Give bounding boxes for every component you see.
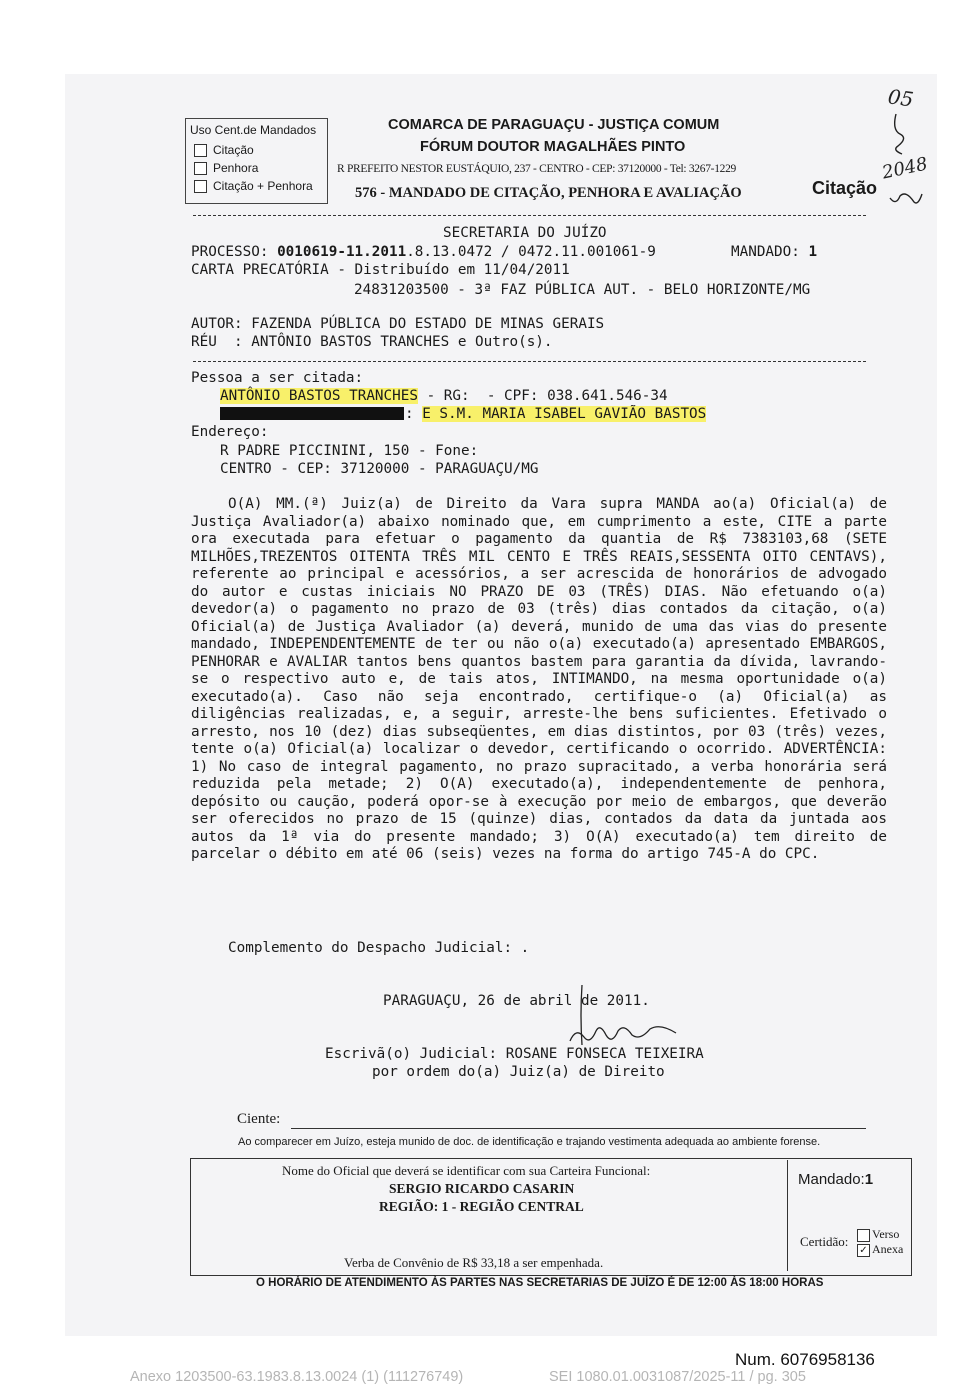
certidao-label: Certidão: <box>800 1234 849 1249</box>
checkbox-icon[interactable] <box>194 180 207 193</box>
signature-icon <box>560 975 690 1055</box>
checkbox-icon[interactable] <box>194 144 207 157</box>
carta-precatoria: CARTA PRECATÓRIA - Distribuído em 11/04/2011 <box>191 262 570 278</box>
reu-line: RÉU : ANTÔNIO BASTOS TRANCHES e Outro(s). <box>191 334 553 350</box>
escriva-line: Escrivã(o) Judicial: ROSANE FONSECA TEIXEIRA <box>325 1046 704 1062</box>
uso-box-title: Uso Cent.de Mandados <box>190 123 317 137</box>
processo-number: 0010619-11.2011 <box>277 244 407 260</box>
spouse-name: E S.M. MARIA ISABEL GAVIÃO BASTOS <box>422 406 707 422</box>
option-citacao[interactable]: Citação <box>194 143 254 157</box>
endereco-label: Endereço: <box>191 424 269 440</box>
person-name: ANTÔNIO BASTOS TRANCHES <box>220 388 418 404</box>
por-ordem-line: por ordem do(a) Juiz(a) de Direito <box>372 1064 665 1080</box>
anexo-reference: Anexo 1203500-63.1983.8.13.0024 (1) (111276749) <box>130 1369 464 1385</box>
complemento-despacho: Complemento do Despacho Judicial: . <box>228 940 530 956</box>
handwritten-number-top: 05 <box>886 84 915 112</box>
separator-line <box>193 361 866 362</box>
mandate-type-label: Citação <box>812 178 878 198</box>
verba-convenio: Verba de Convênio de R$ 33,18 a ser empenhada. <box>344 1255 604 1270</box>
redaction-bar <box>220 407 404 420</box>
horario-atendimento: O HORÁRIO DE ATENDIMENTO ÀS PARTES NAS SECRETARIAS DE JUÍZO É DE 12:00 ÀS 18:00 HORAS <box>256 1277 824 1289</box>
verso-label: Verso <box>872 1227 900 1241</box>
sei-reference: SEI 1080.01.0031087/2025-11 / pg. 305 <box>549 1369 806 1385</box>
person-line: ANTÔNIO BASTOS TRANCHES - RG: - CPF: 038.641.546-34 <box>220 388 668 404</box>
anexa-label: Anexa <box>872 1242 904 1256</box>
court-address: R PREFEITO NESTOR EUSTÁQUIO, 237 - CENTRO - CEP: 37120000 - Tel: 3267-1229 <box>337 163 736 175</box>
handwritten-number-page: 2048 <box>880 153 930 184</box>
checkbox-icon[interactable] <box>194 162 207 175</box>
mandado-line: MANDADO: 1 <box>731 244 818 260</box>
oficial-region: REGIÃO: 1 - REGIÃO CENTRAL <box>379 1199 584 1214</box>
spouse-line: : E S.M. MARIA ISABEL GAVIÃO BASTOS <box>405 406 707 422</box>
secretaria-heading: SECRETARIA DO JUÍZO <box>443 225 607 241</box>
separator-line <box>193 215 866 216</box>
court-name: COMARCA DE PARAGUAÇU - JUSTIÇA COMUM <box>388 117 720 133</box>
mandate-body-text: O(A) MM.(ª) Juiz(a) de Direito da Vara supra MANDA ao(a) Oficial(a) de Justiça Avaliador(a) abaixo nominado que, em cumprimento a este, CITE a parte ora executada para efetuar o pagamento da quantia de R$ 7383103,68 (SETE MILHÕES,TREZENTOS OITENTA TRÊS MIL CENTO E TRÊS REAIS,SESSENTA OITO CENTAVS), referente ao principal e acessórios, a ser acrescida de honorários de advogado do autor e custas iniciais NO PRAZO DE 03 (TRÊS) DIAS. Não efetuando o(a) devedor(a) o pagamento no prazo de 03 (três) dias contados da citação, o(a) Oficial(a) de Justiça Avaliador (a) deverá, munido de uma das vias do presente mandado, INDEPENDENTEMENTE de ter ou não o(a) executado(a) apresentado EMBARGOS, PENHORAR e AVALIAR tantos bens quantos bastem para garantia da dívida, lavrando-se o respectivo auto e, de tais atos, INTIMANDO, na mesma oportunidade o(a) executado(a). Caso não seja encontrado, certifique-o (a) Oficial(a) as diligências realizadas, e, a seguir, arreste-lhe bens suficientes. Efetivado o arresto, nos 10 (dez) dias subseqüentes, em dias distintos, por 03 (três) vezes, tente o(a) Oficial(a) localizar o devedor, certificando o ocorrido. ADVERTÊNCIA: 1) No caso de integral pagamento, no prazo supracitado, a verba honorária será reduzida pela metade; 2) O(A) executado(a), independentemente de penhora, depósito ou caução, poderá opor-se à execução por meio de embargos, que deverão ser oferecidos no prazo de 15 (quinze) dias, contados da data da juntada aos autos da 1ª via do presente mandado; 3) O(A) executado(a) tem direito de parcelar o débito em até 06 (seis) vezes na forma do artigo 745-A do CPC. <box>191 496 887 862</box>
autor-line: AUTOR: FAZENDA PÚBLICA DO ESTADO DE MINAS GERAIS <box>191 316 605 332</box>
ciente-signature-line[interactable] <box>291 1128 866 1129</box>
mandado-box-label: Mandado:1 <box>798 1171 874 1188</box>
uso-central-mandados-box <box>185 118 328 204</box>
date-line: PARAGUAÇU, 26 de abril de 2011. <box>383 993 650 1009</box>
option-penhora[interactable]: Penhora <box>194 161 258 175</box>
verso-checkbox-icon[interactable] <box>857 1229 870 1242</box>
ciente-note: Ao comparecer em Juízo, esteja munido de doc. de identificação e trajando vestimenta adequada ao ambiente forense. <box>238 1136 821 1148</box>
oficial-name: SERGIO RICARDO CASARIN <box>389 1181 575 1196</box>
anexa-checkbox-checked-icon[interactable]: ✓ <box>857 1244 870 1257</box>
mandate-title: 576 - MANDADO DE CITAÇÃO, PENHORA E AVALIAÇÃO <box>355 185 742 201</box>
ciente-label: Ciente: <box>237 1111 281 1127</box>
address-line-1: R PADRE PICCININI, 150 - Fone: <box>220 443 479 459</box>
processo-line: PROCESSO: 0010619-11.2011.8.13.0472 / 0472.11.001061-9 <box>191 244 656 260</box>
forum-name: FÓRUM DOUTOR MAGALHÃES PINTO <box>420 139 686 155</box>
oficial-instruction: Nome do Oficial que deverá se identificar com sua Carteira Funcional: <box>282 1163 651 1178</box>
origem-line: 24831203500 - 3ª FAZ PÚBLICA AUT. - BELO HORIZONTE/MG <box>354 282 811 298</box>
option-citacao-penhora[interactable]: Citação + Penhora <box>194 179 313 193</box>
document-number: Num. 6076958136 <box>735 1350 875 1369</box>
pessoa-label: Pessoa a ser citada: <box>191 370 364 386</box>
address-line-2: CENTRO - CEP: 37120000 - PARAGUAÇU/MG <box>220 461 539 477</box>
